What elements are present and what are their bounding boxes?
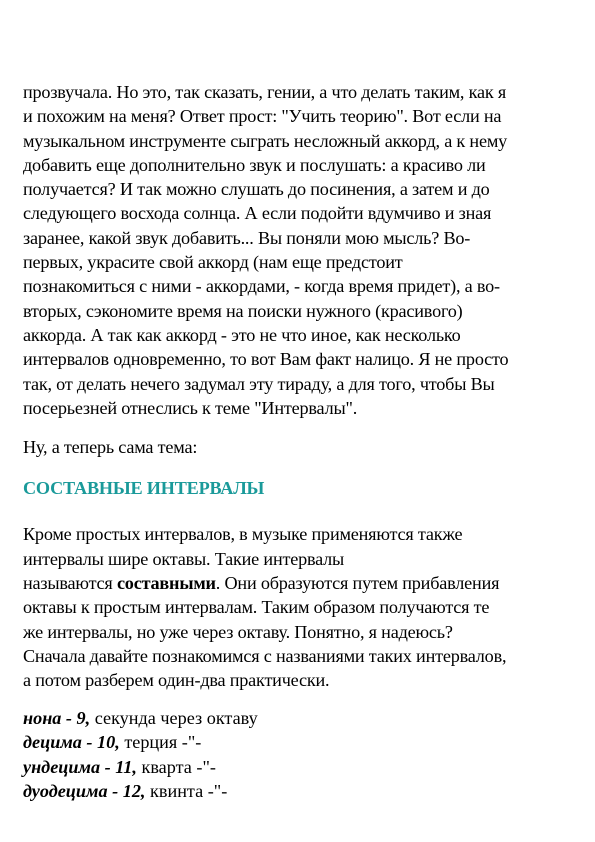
document-page	[23, 80, 575, 804]
text-line: октавы к простым интервалам. Таким образом получаются те	[23, 597, 490, 618]
interval-term: ундецима - 11,	[23, 756, 137, 777]
text-line: Сначала давайте познакомимся с названиями таких интервалов,	[23, 645, 507, 666]
text-line: познакомиться с ними - аккордами, - когда время придет), а во-	[23, 276, 500, 297]
text-line: добавить еще дополнительно звук и послушать: а красиво ли	[23, 154, 486, 175]
text-fragment: . Они образуются путем прибавления	[215, 573, 500, 594]
text-line: интервалы шире октавы. Такие интервалы	[23, 548, 345, 569]
text-line: прозвучала. Но это, так сказать, гении, а что делать таким, как я	[23, 82, 507, 102]
text-line: так, от делать нечего задумал эту тираду, а для того, чтобы Вы	[23, 373, 495, 394]
interval-description: квинта -"-	[145, 781, 228, 802]
text-line: аккорда. А так как аккорд - это не что иное, как несколько	[23, 324, 461, 345]
text-line: первых, украсите свой аккорд (нам еще предстоит	[23, 252, 403, 273]
text-line: получается? И так можно слушать до посинения, а затем и до	[23, 179, 490, 200]
list-item	[23, 779, 575, 804]
bold-term: составными	[116, 573, 216, 594]
text-line: и похожим на меня? Ответ прост: "Учить теорию". Вот если на	[23, 106, 502, 127]
interval-term: дуодецима - 12,	[23, 781, 146, 802]
text-line: музыкальном инструменте сыграть несложный аккорд, а к нему	[23, 130, 508, 151]
interval-description: терция -"-	[119, 732, 202, 753]
text-line: следующего восхода солнца. А если подойти вдумчиво и зная	[23, 203, 492, 224]
list-item	[23, 755, 575, 780]
text-line	[23, 571, 575, 595]
text-line: а потом разберем один-два практически.	[23, 670, 330, 691]
paragraph-topic-lead: Ну, а теперь сама тема:	[23, 437, 198, 458]
text-line: Кроме простых интервалов, в музыке применяются также	[23, 524, 463, 545]
list-item	[23, 706, 575, 731]
interval-list	[23, 706, 575, 804]
text-line: интервалов одновременно, то вот Вам факт налицо. Я не просто	[23, 349, 509, 370]
section-heading: СОСТАВНЫЕ ИНТЕРВАЛЫ	[23, 478, 265, 499]
interval-description: кварта -"-	[136, 756, 216, 777]
interval-term: нона - 9,	[23, 707, 91, 728]
paragraph-theory-intro	[23, 80, 575, 420]
text-line: посерьезней отнеслись к теме "Интервалы".	[23, 397, 358, 418]
text-fragment: называются	[23, 573, 117, 594]
interval-description: секунда через октаву	[90, 707, 258, 728]
interval-term: децима - 10,	[23, 732, 120, 753]
list-item	[23, 730, 575, 755]
paragraph-compound-intervals	[23, 522, 575, 692]
text-line: же интервалы, но уже через октаву. Понятно, я надеюсь?	[23, 621, 453, 642]
text-line: вторых, сэкономите время на поиски нужного (красивого)	[23, 300, 463, 321]
text-line: заранее, какой звук добавить... Вы поняли мою мысль? Во-	[23, 227, 471, 248]
